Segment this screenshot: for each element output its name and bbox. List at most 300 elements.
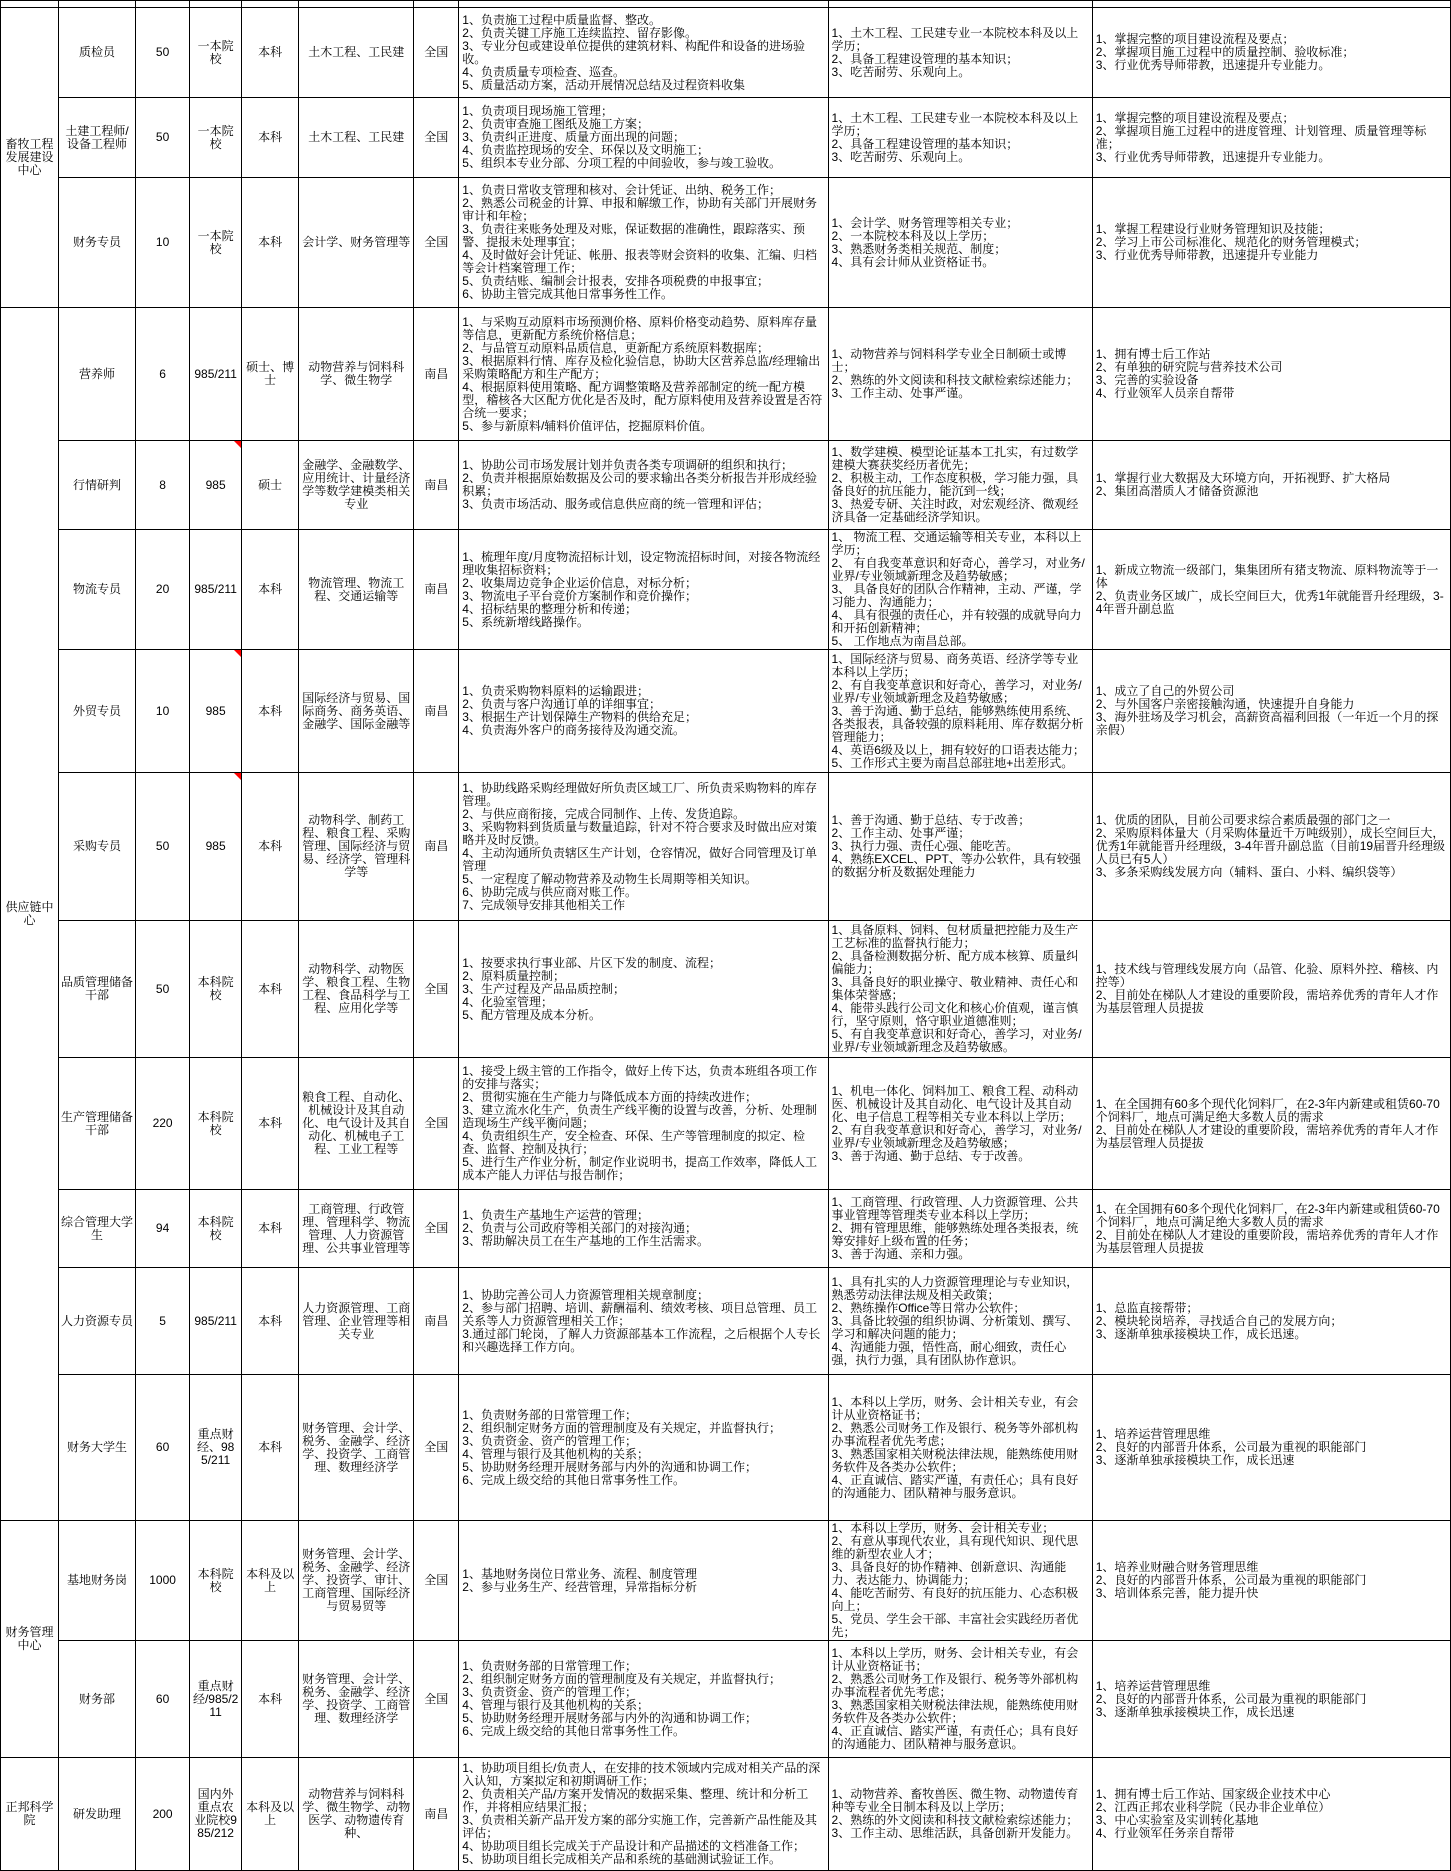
list-item: 2、积极主动，工作态度积极，学习能力强，具备良好的抗压能力，能沉到一线； [831,471,1079,498]
cell-major [299,98,414,178]
list-item: 1、在全国拥有60多个现代化饲料厂，在2-3年内新建或租赁60-70个饲料厂，地点可满足绝大多数人员的需求 [1095,1201,1440,1229]
cell-major [299,1521,414,1641]
comment-marker-icon [234,441,241,448]
list-item: 5、协助财务经理开展财务部与内外的沟通和协调工作； [462,1711,757,1725]
cell-education [242,178,299,308]
cell-location-label: 南昌 [424,582,449,596]
cell-major-label: 人力资源管理、工商管理、企业管理等相关专业 [302,1300,411,1341]
cell-school-label: 一本院校 [197,228,234,256]
cell-requirements [828,441,1092,530]
list-item: 4、具有会计师从业资格证书。 [831,254,995,269]
list-item: 3、负责纠正进度、质量方面出现的问题； [462,130,685,144]
cell-location-label: 全国 [424,1573,449,1587]
cell-education-label: 本科 [258,839,283,853]
cell-responsibilities [459,1190,828,1268]
list-item: 3、生产过程及产品品质控制； [462,981,625,996]
cell-position [59,8,136,98]
cell-school-label: 985 [205,839,226,853]
cell-education [242,441,299,530]
cell-school-label: 本科院校 [197,1566,234,1594]
cell-major [299,1375,414,1521]
list-item: 3、善于沟通、亲和力强。 [831,1247,971,1261]
list-item: 1、负责财务部的日常管理工作； [462,1659,637,1673]
list-item: 2、熟练的外文阅读和科技文献检索综述能力； [831,1813,1079,1827]
cell-count-label: 200 [152,1806,173,1821]
list-item: 2、组织制定财务方面的管理制度及有关规定，并监督执行； [462,1420,781,1435]
cell-location-label: 全国 [424,130,449,144]
list-item: 3、负责资金、资产的管理工作； [462,1685,637,1699]
cell-major [299,773,414,921]
cell-school [190,530,242,650]
cell-location-label: 全国 [424,981,449,996]
table-row [1,8,1451,98]
cell-requirements [828,1641,1092,1758]
list-item: 2、采购原料体量大（月采购体量近千万吨级别），成长空间巨大，优秀1年就能晋升经理级，3-4年晋升副总监（目前19届晋升经理级人员已有5人） [1095,826,1446,866]
list-item: 5、 工作地点为南昌总部。 [831,634,974,648]
cell-count-label: 8 [159,477,166,492]
cell-position [59,921,136,1058]
cell-position-label: 质检员 [79,45,116,59]
cell-location-label: 全国 [424,1221,449,1235]
list-item: 2、与供应商衔接，完成合同制作、上传、发货追踪。 [462,806,745,821]
cell-education [242,530,299,650]
cell-count [136,650,190,773]
list-item: 1、动物营养与饲料科学专业全日制硕士或博士； [831,347,1067,374]
cell-major [299,8,414,98]
cell-position [59,98,136,178]
cell-education-label: 本科及以上 [246,1800,295,1827]
list-item: 3、工作主动、思维活跃，具备创新开发能力。 [831,1826,1079,1840]
cell-position-label: 生产管理储备干部 [61,1109,134,1137]
cell-school [190,441,242,530]
list-item: 6、完成上级交给的其他日常事务性工作。 [462,1724,685,1738]
cell-school-label: 国内外重点农业院校985/212 [194,1787,237,1840]
cell-responsibilities [459,650,828,773]
list-item: 2、有单独的研究院与营养技术公司 [1095,360,1283,374]
cell-education-label: 硕士、博士 [246,360,295,387]
list-item: 4、负责监控现场的安全、环保以及文明施工； [462,143,709,157]
cell-count [136,530,190,650]
cell-school [190,1641,242,1758]
list-item: 3、具备良好的职业操守、敬业精神、责任心和集体荣誉感； [831,975,1079,1002]
department-cell: 供应链中心 [1,308,59,1521]
list-item: 1、培养运营管理思维 [1095,1427,1211,1441]
cell-position [59,441,136,530]
cell-requirements [828,178,1092,308]
clipped-cell [190,1,242,8]
list-item: 2、有意从事现代农业，具有现代知识、现代思维的新型农业人才； [831,1534,1079,1561]
list-item: 1、掌握完整的项目建设流程及要点； [1095,32,1295,46]
cell-location [414,441,459,530]
list-item: 3、行业优秀导师带教，迅速提升专业能力 [1095,248,1319,262]
cell-count-label: 50 [155,981,170,996]
cell-school-label: 985/211 [194,582,237,596]
cell-count [136,1641,190,1758]
cell-training [1092,1521,1450,1641]
list-item: 3、吃苦耐劳、乐观向上。 [831,149,971,164]
cell-education-label: 本科 [258,582,283,596]
comment-marker-icon [234,773,241,780]
cell-school [190,773,242,921]
table-row [1,178,1451,308]
list-item: 2、负责审查施工图纸及施工方案； [462,117,649,131]
list-item: 1、接受上级主管的工作指令，做好上传下达，负责本班组各项工作的安排与落实； [462,1064,817,1091]
cell-location-label: 南昌 [424,477,449,492]
cell-requirements [828,1190,1092,1268]
list-item: 2、负责业务区域广，成长空间巨大，优秀1年就能晋升经理级，3-4年晋升副总监 [1095,588,1444,616]
cell-major [299,650,414,773]
list-item: 2、具备工程建设管理的基本知识； [831,136,1019,151]
list-item: 3、具备良好的协作精神、创新意识、沟通能力、表达能力、协调能力； [831,1560,1067,1587]
cell-location [414,530,459,650]
cell-location [414,1641,459,1758]
clipped-cell [459,1,828,8]
cell-training [1092,178,1450,308]
list-item: 5、系统新增线路操作。 [462,614,589,629]
cell-education [242,308,299,441]
cell-position [59,650,136,773]
list-item: 2、负责与客户沟通订单的详细事宜； [462,697,661,711]
list-item: 1、机电一体化、饲料加工、粮食工程、动科动医、机械设计及其自动化、电气设计及其自动化、电子信息工程等相关专业本科以上学历； [831,1083,1079,1124]
table-row [1,1190,1451,1268]
cell-major-label: 土木工程、工民建 [308,45,405,59]
cell-count-label: 6 [159,366,166,381]
cell-position-label: 研发助理 [73,1806,122,1821]
cell-school-label: 985/211 [194,1313,237,1328]
list-item: 3、海外驻场及学习机会，高薪资高福利回报（一年近一个月的探亲假） [1095,710,1439,737]
cell-position [59,1758,136,1871]
cell-major-label: 动物营养与饲料科学、微生物学、动物医学、动物遗传育种、 [302,1787,411,1840]
list-item: 1、本科以上学历，财务、会计相关专业； [831,1521,1055,1535]
cell-requirements [828,1268,1092,1375]
list-item: 1、在全国拥有60多个现代化饲料厂，在2-3年内新建或租赁60-70个饲料厂，地点可满足绝大多数人员的需求 [1095,1096,1440,1124]
cell-education [242,1758,299,1871]
cell-position-label: 财务专员 [73,235,122,249]
cell-training [1092,921,1450,1058]
list-item: 5、组织本专业分部、分项工程的中间验收，参与竣工验收。 [462,156,781,170]
list-item: 3、熟悉国家相关财税法律法规，能熟练使用财务软件及各类办公软件； [831,1698,1079,1725]
clipped-cell [242,1,299,8]
list-item: 2、具备工程建设管理的基本知识； [831,51,1019,66]
cell-location [414,921,459,1058]
list-item: 2、江西正邦农业科学院（民办非企业单位） [1095,1800,1331,1814]
list-item: 5、配方管理及成本分析。 [462,1007,601,1022]
cell-education-label: 本科及以上 [246,1566,295,1594]
cell-responsibilities [459,921,828,1058]
list-item: 2、 有自我变革意识和好奇心，善学习，对业务/业界/专业领域新理念及趋势敏感； [831,556,1085,583]
list-item: 2、掌握项目施工过程中的质量控制、验收标准； [1095,45,1355,59]
list-item: 3、负责往来账务处理及对账，保证数据的准确性，跟踪落实、预警、提报未处理事宜； [462,222,805,249]
cell-responsibilities [459,8,828,98]
list-item: 1、负责生产基地生产运营的管理； [462,1208,649,1222]
list-item: 3、执行力强、责任心强、能吃苦。 [831,839,1019,853]
list-item: 2、参与业务生产、经营管理，异常指标分析 [462,1579,697,1594]
cell-location [414,178,459,308]
list-item: 6、完成上级交给的其他日常事务性工作。 [462,1472,685,1487]
list-item: 4、英语6级及以上，拥有较好的口语表达能力； [831,742,1085,757]
list-item: 1、数学建模、模型论证基本工扎实，有过数学建模大赛获奖经历者优先； [831,445,1079,472]
table-row [1,1758,1451,1871]
list-item: 1、本科以上学历，财务、会计相关专业，有会计从业资格证书； [831,1646,1079,1673]
cell-count-label: 10 [155,703,170,718]
cell-responsibilities [459,98,828,178]
list-item: 3.通过部门轮岗，了解人力资源部基本工作流程，之后根据个人专长和兴趣选择工作方向。 [462,1326,821,1354]
list-item: 3、负责资金、资产的管理工作； [462,1433,637,1448]
cell-position-label: 财务大学生 [67,1440,128,1454]
cell-count [136,1058,190,1190]
list-item: 1、培养业财融合财务管理思维 [1095,1560,1259,1574]
cell-requirements [828,921,1092,1058]
cell-count [136,773,190,921]
cell-location-label: 南昌 [424,1313,449,1328]
cell-position-label: 综合管理大学生 [61,1214,134,1242]
list-item: 2、目前处在梯队人才建设的重要阶段，需培养优秀的青年人才作为基层管理人员提拔 [1095,1122,1439,1150]
list-item: 2、有自我变革意识和好奇心，善学习，对业务/业界/专业领域新理念及趋势敏感； [831,677,1082,705]
cell-major-label: 会计学、财务管理等 [302,235,411,249]
cell-education-label: 本科 [258,1313,283,1328]
list-item: 1、负责财务部的日常管理工作； [462,1407,637,1422]
cell-requirements [828,308,1092,441]
list-item: 1、动物营养、畜牧兽医、微生物、动物遗传育种等专业全日制本科及以上学历； [831,1787,1079,1814]
cell-education-label: 本科 [258,703,283,718]
cell-requirements [828,8,1092,98]
list-item: 1、 物流工程、交通运输等相关专业，本科以上学历； [831,530,1082,557]
cell-major [299,1058,414,1190]
cell-education [242,98,299,178]
cell-count-label: 20 [155,582,170,596]
cell-major-label: 物流管理、物流工程、交通运输等 [308,575,405,603]
list-item: 2、负责与公司政府等相关部门的对接沟通； [462,1221,697,1235]
list-item: 2、与品管互动原料品质信息，更新配方系统原料数据库； [462,340,769,355]
list-item: 3、中心实验室及实训转化基地 [1095,1813,1259,1827]
list-item: 4、能带头践行公司文化和核心价值观，谨言慎行，坚守原则，恪守职业道德准则； [831,1001,1079,1028]
cell-major-label: 财务管理、会计学、税务、金融学、经济学、投资学、审计、工商管理、国际经济与贸易贸等 [302,1547,411,1613]
cell-position-label: 基地财务岗 [67,1573,128,1587]
cell-position-label: 财务部 [79,1691,116,1706]
cell-school [190,650,242,773]
recruitment-table-body [1,1,1451,1871]
department-cell: 正邦科学院 [1,1758,59,1871]
cell-location [414,1268,459,1375]
list-item: 3、建立流水化生产，负责生产线平衡的设置与改善，分析、处理制造现场生产线平衡问题； [462,1103,817,1130]
list-item: 2、熟悉公司财务工作及银行、税务等外部机构办事流程者优先考虑； [831,1420,1079,1448]
cell-position [59,178,136,308]
list-item: 1、掌握完整的项目建设流程及要点； [1095,110,1295,125]
list-item: 2、负责并根据原始数据及公司的要求输出各类分析报告并形成经验积累； [462,471,817,498]
cell-education-label: 本科 [258,1440,283,1454]
table-row [1,98,1451,178]
cell-count [136,1268,190,1375]
cell-education [242,1058,299,1190]
cell-requirements [828,773,1092,921]
list-item: 3、完善的实验设备 [1095,373,1199,387]
cell-location [414,1058,459,1190]
cell-education-label: 硕士 [258,477,283,492]
cell-position-label: 土建工程师/设备工程师 [65,123,129,151]
cell-count [136,921,190,1058]
list-item: 3、采购物料到货质量与数量追踪，针对不符合要求及时做出应对策略并及时反馈。 [462,819,817,847]
cell-training [1092,1268,1450,1375]
cell-requirements [828,1375,1092,1521]
list-item: 5、有自我变革意识和好奇心，善学习，对业务/业界/专业领域新理念及趋势敏感。 [831,1027,1082,1054]
list-item: 1、协助公司市场发展计划并负责各类专项调研的组织和执行； [462,458,793,472]
list-item: 3、根据生产计划保障生产物料的供给充足； [462,710,697,724]
cell-education [242,773,299,921]
cell-major [299,921,414,1058]
cell-responsibilities [459,178,828,308]
cell-school [190,308,242,441]
cell-count-label: 5 [159,1313,166,1328]
department-cell: 畜牧工程发展建设中心 [1,8,59,308]
list-item: 3、负责市场活动、服务或信息供应商的统一管理和评估； [462,497,769,511]
list-item: 1、梳理年度/月度物流招标计划，设定物流招标时间，对接各物流经理收集招标资料； [462,549,821,577]
list-item: 1、国际经济与贸易、商务英语、经济学等专业本科以上学历； [831,651,1079,679]
cell-position [59,1268,136,1375]
table-row [1,650,1451,773]
cell-major-label: 动物营养与饲料科学、微生物学 [308,360,405,387]
table-row [1,1375,1451,1521]
cell-count [136,1375,190,1521]
cell-major-label: 国际经济与贸易、国际商务、商务英语、金融学、国际金融等 [302,690,411,731]
cell-location [414,308,459,441]
cell-major [299,1190,414,1268]
cell-location-label: 南昌 [424,366,449,381]
list-item: 3、热爱专研、关注时政，对宏观经济、微观经济具备一定基础经济学知识。 [831,497,1079,524]
cell-count [136,1190,190,1268]
department-cell: 财务管理中心 [1,1521,59,1758]
cell-school-label: 本科院校 [197,975,234,1002]
list-item: 3、多条采购线发展方向（辅料、蛋白、小料、编织袋等） [1095,865,1403,879]
cell-school-label: 985/211 [194,366,237,381]
cell-major-label: 粮食工程、自动化、机械设计及其自动化、电气设计及其自动化、机械电子工程、工业工程等 [302,1090,411,1156]
list-item: 3、帮助解决员工在生产基地的工作生活需求。 [462,1234,709,1248]
cell-training [1092,308,1450,441]
cell-location-label: 全国 [424,45,449,59]
cell-requirements [828,1758,1092,1871]
cell-major [299,1641,414,1758]
list-item: 5、工作形式主要为南昌总部驻地+出差形式。 [831,755,1074,770]
list-item: 7、完成领导安排其他相关工作 [462,897,625,912]
list-item: 3、行业优秀导师带教，迅速提升专业能力。 [1095,58,1331,72]
cell-school-label: 一本院校 [197,38,234,66]
cell-location [414,8,459,98]
list-item: 1、负责项目现场施工管理； [462,104,613,118]
cell-school-label: 重点财经、985/211 [196,1427,235,1467]
cell-location [414,1375,459,1521]
cell-training [1092,1375,1450,1521]
list-item: 3、物流电子平台竞价方案制作和竞价操作； [462,588,697,603]
cell-responsibilities [459,308,828,441]
list-item: 2、熟悉公司财务工作及银行、税务等外部机构办事流程者优先考虑； [831,1672,1079,1699]
list-item: 1、总监直接帮带； [1095,1300,1199,1315]
list-item: 2、目前处在梯队人才建设的重要阶段，需培养优秀的青年人才作为基层管理人员提拔 [1095,988,1439,1015]
cell-major-label: 动物科学、制药工程、粮食工程、采购管理、国际经济与贸易、经济学、管理科学等 [302,813,411,879]
list-item: 3、善于沟通、勤于总结、专于改善。 [831,1148,1031,1163]
cell-position [59,1641,136,1758]
cell-position-label: 行情研判 [73,477,122,492]
cell-count-label: 60 [155,1691,170,1706]
list-item: 1、具有扎实的人力资源管理理论与专业知识，熟悉劳动法律法规及相关政策； [831,1274,1079,1302]
cell-school-label: 本科院校 [197,1109,234,1137]
table-row [1,530,1451,650]
list-item: 5、一定程度了解动物营养及动物生长周期等相关知识。 [462,871,757,886]
list-item: 1、负责施工过程中质量监督、整改。 [462,12,661,27]
table-row [1,308,1451,441]
list-item: 2、学习上市公司标准化、规范化的财务管理模式； [1095,235,1367,249]
list-item: 2、具备检测数据分析、配方成本核算、质量纠偏能力； [831,949,1079,976]
list-item: 2、收集周边竞争企业运价信息，对标分析； [462,575,697,590]
cell-education-label: 本科 [258,45,283,59]
cell-training [1092,98,1450,178]
clipped-cell [828,1,1092,8]
list-item: 5、协助财务经理开展财务部与内外的沟通和协调工作； [462,1459,757,1474]
list-item: 3、具备比较强的组织协调、分析策划、撰写、学习和解决问题的能力； [831,1313,1079,1341]
cell-responsibilities [459,1058,828,1190]
cell-requirements [828,1521,1092,1641]
list-item: 1、负责采购物料原料的运输跟进； [462,684,649,698]
cell-position-label: 采购专员 [73,839,122,853]
list-item: 1、协助完善公司人力资源管理相关规章制度； [462,1287,709,1302]
list-item: 5、质量活动方案，活动开展情况总结及过程资料收集 [462,77,745,92]
cell-education [242,8,299,98]
list-item: 3、行业优秀导师带教，迅速提升专业能力。 [1095,149,1331,164]
cell-requirements [828,1058,1092,1190]
list-item: 5、负责结账、编制会计报表，安排各项税费的申报事宜； [462,274,769,288]
cell-position-label: 人力资源专员 [61,1313,134,1328]
cell-training [1092,441,1450,530]
cell-training [1092,773,1450,921]
cell-education [242,921,299,1058]
cell-count [136,1758,190,1871]
list-item: 3、工作主动、处事严谨。 [831,386,971,400]
cell-major [299,1268,414,1375]
cell-requirements [828,98,1092,178]
cell-school [190,1521,242,1641]
cell-location-label: 南昌 [424,703,449,718]
cell-school [190,1758,242,1871]
comment-marker-icon [234,650,241,657]
list-item: 4、管理与银行及其他机构的关系； [462,1698,649,1712]
cell-position-label: 营养师 [79,366,116,381]
list-item: 3、培训体系完善，能力提升快 [1095,1586,1259,1600]
cell-position-label: 外贸专员 [73,703,122,718]
cell-count-label: 220 [152,1116,173,1130]
list-item: 4、行业领军任务亲自帮带 [1095,1826,1235,1840]
cell-education-label: 本科 [258,130,283,144]
list-item: 2、良好的内部晋升体系，公司最为重视的职能部门 [1095,1573,1367,1587]
cell-school [190,1268,242,1375]
cell-count [136,308,190,441]
cell-responsibilities [459,441,828,530]
list-item: 4、协助项目组长完成关于产品设计和产品描述的文档准备工作； [462,1839,805,1853]
list-item: 6、协助主管完成其他日常事务性工作。 [462,287,673,301]
cell-location [414,1521,459,1641]
cell-major-label: 动物科学、动物医学、粮食工程、生物工程、食品科学与工程、应用化学等 [302,962,411,1015]
cell-position-label: 物流专员 [73,582,122,596]
list-item: 1、善于沟通、勤于总结、专于改善； [831,813,1031,827]
list-item: 4、招标结果的整理分析和传递； [462,601,637,616]
list-item: 4、负责质量专项检查、巡查。 [462,64,625,79]
cell-education-label: 本科 [258,981,283,996]
cell-school-label: 985 [205,703,226,718]
cell-responsibilities [459,1268,828,1375]
cell-school [190,1190,242,1268]
list-item: 1、拥有博士后工作站、国家级企业技术中心 [1095,1787,1331,1801]
list-item: 2、负责关键工序施工连续监控、留存影像。 [462,25,697,40]
cell-major [299,441,414,530]
list-item: 5、参与新原料/辅料价值评估，挖掘原料价值。 [462,418,713,433]
cell-count-label: 50 [155,130,170,144]
